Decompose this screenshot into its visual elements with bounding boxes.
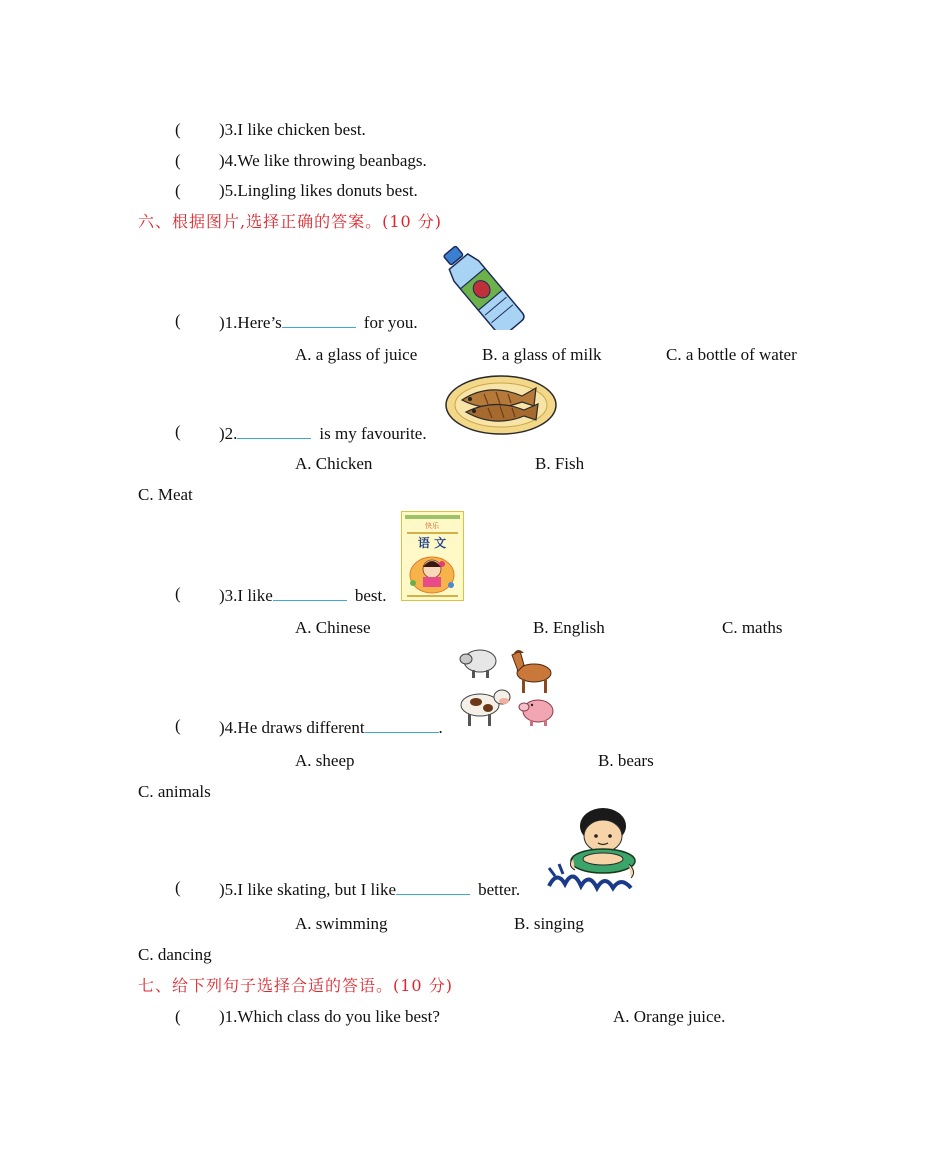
paren: ( [175,422,181,441]
question-text: )5.I like skating, but I like [219,880,397,899]
option-a: A. sheep [295,751,355,770]
paren: ( [175,181,181,200]
option-c: C. Meat [138,485,193,504]
question-6-4 [219,716,443,738]
answer-blank[interactable] [396,878,470,895]
option-b: B. bears [598,751,654,770]
section-6-heading: 六、根据图片,选择正确的答案。(10 分) [138,212,443,231]
option-a: A. a glass of juice [295,345,418,364]
book-title: 语 文 [417,536,447,550]
question-text: )2. [219,424,238,443]
chinese-textbook-icon [401,511,464,601]
cow-icon [461,690,510,726]
answer-blank[interactable] [273,584,347,601]
question-6-5 [219,878,520,900]
question-text: better. [478,880,521,899]
pig-icon [519,700,553,726]
option-b: B. a glass of milk [482,345,602,364]
question-text: is my favourite. [319,424,427,443]
option-a: A. Chinese [295,618,371,637]
question-text: )5.Lingling likes donuts best. [219,181,418,200]
option-c: C. maths [722,618,783,637]
boy-swimming-icon [545,806,639,898]
option-c: C. dancing [138,945,212,964]
question-text: )3.I like chicken best. [219,120,366,139]
option-c: C. animals [138,782,211,801]
book-brand: 快乐 [425,522,439,530]
question-6-2 [219,422,427,444]
section-7-heading: 七、给下列句子选择合适的答语。(10 分) [138,976,453,995]
question-6-3 [219,584,386,606]
option-a: A. Chicken [295,454,373,473]
question-text: . [438,718,443,737]
answer-option: A. Orange juice. [613,1007,726,1026]
option-b: B. English [533,618,605,637]
answer-blank[interactable] [282,311,356,328]
paren: ( [175,1007,181,1026]
fish-plate-icon [444,374,559,436]
option-a: A. swimming [295,914,388,933]
question-6-1 [219,311,418,333]
answer-blank[interactable] [237,422,311,439]
question-text: )3.I like [219,586,273,605]
question-text: )4.He draws different [219,718,365,737]
paren: ( [175,716,181,735]
option-b: B. singing [514,914,584,933]
farm-animals-icon [458,645,558,729]
paren: ( [175,311,181,330]
question-text: )1.Here’s [219,313,282,332]
question-text: )4.We like throwing beanbags. [219,151,427,170]
water-bottle-icon [433,240,531,330]
paren: ( [175,878,181,897]
answer-blank[interactable] [365,716,439,733]
sheep-icon [460,650,496,678]
question-text: best. [354,586,387,605]
horse-icon [512,650,551,693]
question-text: for you. [363,313,418,332]
paren: ( [175,120,181,139]
question-text: )1.Which class do you like best? [219,1007,440,1026]
paren: ( [175,584,181,603]
option-b: B. Fish [535,454,585,473]
paren: ( [175,151,181,170]
option-c: C. a bottle of water [666,345,797,364]
